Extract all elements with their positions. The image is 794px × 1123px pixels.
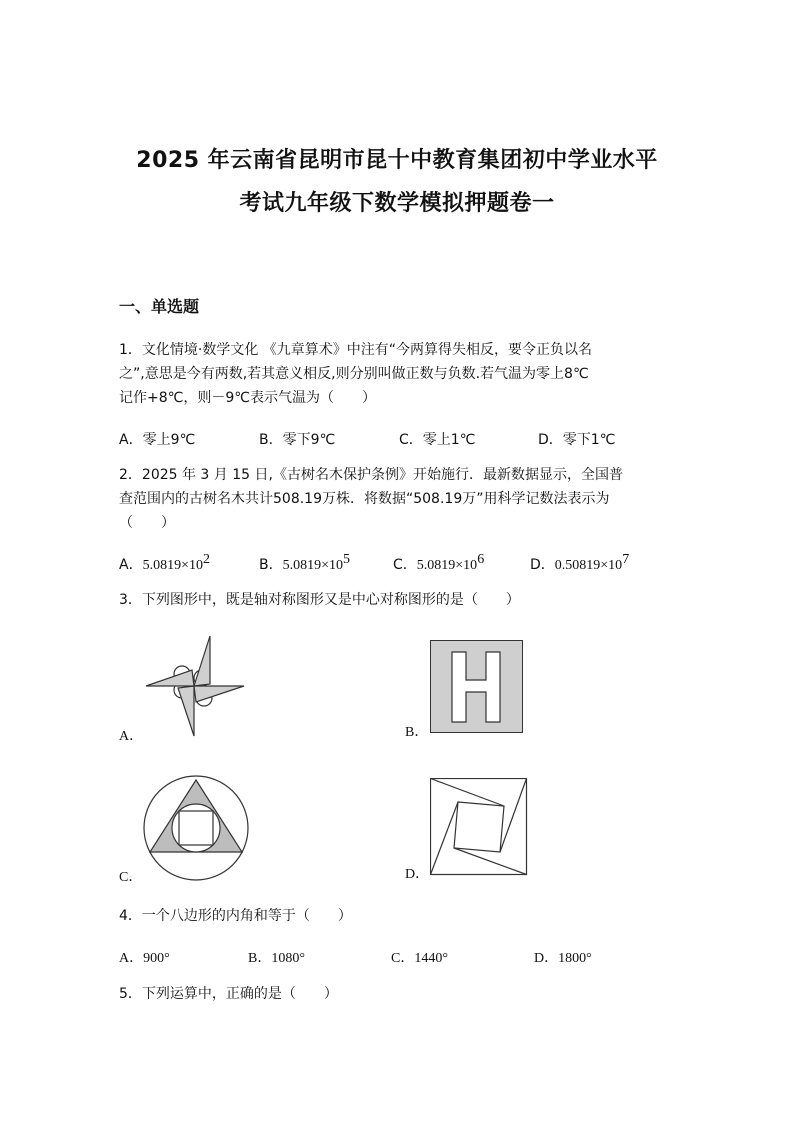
option-base: 5.0819×10: [142, 558, 203, 573]
question-1-option-d: D．零下1℃: [538, 432, 616, 448]
question-5-stem: 5．下列运算中，正确的是（ ）: [119, 986, 338, 1002]
question-1-option-b: B．零下9℃: [259, 432, 336, 448]
section-heading: 一、单选题: [119, 297, 200, 316]
question-2-option-b: [259, 554, 350, 574]
document-title-line-2: 考试九年级下数学模拟押题卷一: [239, 191, 555, 216]
question-1-line-2: 之”,意思是今有两数,若其意义相反,则分别叫做正数与负数.若气温为零上8℃: [119, 366, 589, 382]
question-2-option-a: [119, 554, 210, 574]
option-letter: C．: [393, 557, 417, 573]
circle-triangle-square-figure: [142, 774, 250, 882]
question-4-stem: 4．一个八边形的内角和等于（ ）: [119, 908, 352, 924]
question-1-line-3: 记作+8℃，则－9℃表示气温为（ ）: [119, 390, 376, 406]
option-exponent: 7: [622, 552, 630, 567]
question-4-option-c: C．1440°: [391, 951, 448, 966]
option-letter: A．: [119, 557, 143, 573]
question-2-line-2: 查范围内的古树名木共计508.19万株．将数据“508.19万”用科学记数法表示为: [119, 491, 610, 507]
option-letter: B．: [259, 557, 283, 573]
question-3-label-b: B．: [405, 725, 429, 740]
question-3-label-c: C．: [119, 870, 143, 885]
document-title-line-1: 2025 年云南省昆明市昆十中教育集团初中学业水平: [136, 148, 658, 173]
option-base: 5.0819×10: [282, 558, 344, 573]
option-exponent: 2: [202, 552, 210, 567]
question-2-option-c: [393, 554, 484, 574]
question-3-label-a: A．: [119, 729, 144, 744]
question-1-option-a: A．零上9℃: [119, 432, 196, 448]
question-4-option-a: A．900°: [119, 951, 170, 966]
question-2-line-3: （ ）: [119, 515, 175, 531]
question-4-option-b: B．1080°: [248, 951, 305, 966]
option-base: 0.50819×10: [554, 558, 623, 573]
option-letter: D．: [530, 557, 555, 573]
question-3-label-d: D．: [405, 867, 430, 882]
question-1-option-c: C．零上1℃: [399, 432, 476, 448]
rotated-square-figure: [430, 778, 528, 876]
question-2-line-1: 2．2025 年 3 月 15 日,《古树名木保护条例》开始施行．最新数据显示，全国普: [119, 467, 623, 483]
question-1-line-1: 1．文化情境·数学文化 《九章算术》中注有“今两算得失相反，要令正负以名: [119, 342, 593, 358]
question-4-option-d: D．1800°: [534, 951, 592, 966]
question-2-option-d: [530, 554, 629, 574]
option-exponent: 5: [343, 552, 351, 567]
pinwheel-figure: [140, 634, 248, 738]
question-3-stem: 3．下列图形中，既是轴对称图形又是中心对称图形的是（ ）: [119, 592, 520, 608]
option-base: 5.0819×10: [416, 558, 478, 573]
option-exponent: 6: [477, 552, 485, 567]
letter-h-figure: [430, 640, 524, 734]
